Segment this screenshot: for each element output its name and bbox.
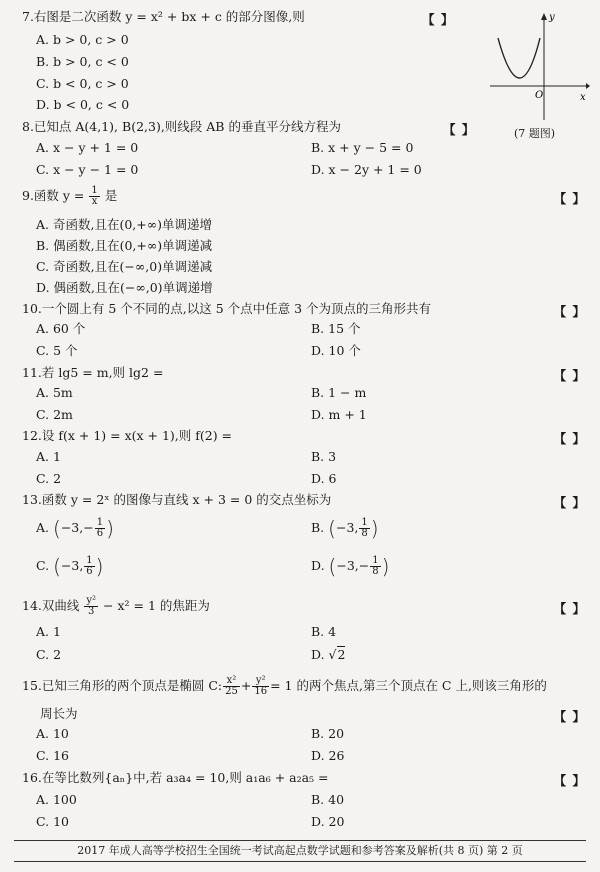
q9-stem [22, 186, 117, 207]
q11-option-d[interactable]: D. m + 1 [311, 407, 367, 422]
q9-option-c[interactable]: C. 奇函数,且在(−∞,0)单调递减 [36, 259, 213, 274]
q13-option-d[interactable]: D. (−3,− $\frac{1}{8}$ ) [311, 554, 390, 579]
q15-stem-line2: 周长为 [40, 706, 78, 721]
q7-option-c[interactable]: C. b < 0, c > 0 [36, 76, 129, 91]
q7-option-a[interactable]: A. b > 0, c > 0 [36, 32, 129, 47]
q14-option-c[interactable]: C. 2 [36, 647, 62, 662]
q13-answer-bracket[interactable]: 【 】 [553, 495, 586, 510]
q11-option-c[interactable]: C. 2m [36, 407, 73, 422]
q15-num-y: y² [252, 676, 269, 687]
parabola-curve [498, 38, 540, 78]
q16-option-c[interactable]: C. 10 [36, 814, 69, 829]
q13-b-coord: −3, [335, 520, 359, 535]
q15-stem-post: = 1 的两个焦点,第三个顶点在 C 上,则该三角形的 [270, 678, 547, 693]
q16-option-d[interactable]: D. 20 [311, 814, 345, 829]
q13-option-a[interactable]: A. (−3,− $\frac{1}{6}$ ) [36, 516, 114, 541]
q14-fraction [84, 596, 98, 617]
q16-answer-bracket[interactable]: 【 】 [553, 773, 586, 788]
q12-option-c[interactable]: C. 2 [36, 471, 62, 486]
q16-option-b[interactable]: B. 40 [311, 792, 345, 807]
q14-d-label: D. [311, 647, 325, 662]
q9-option-a[interactable]: A. 奇函数,且在(0,+∞)单调递增 [36, 217, 213, 232]
q10-option-b[interactable]: B. 15 个 [311, 321, 361, 336]
graph-y-label: y [549, 12, 555, 23]
q13-b-label: B. [311, 520, 325, 535]
q10-stem: 10.一个圆上有 5 个不同的点,以这 5 个点中任意 3 个为顶点的三角形共有 [22, 301, 432, 316]
q14-option-a[interactable]: A. 1 [36, 624, 61, 639]
q11-stem: 11.若 lg5 = m,则 lg2 = [22, 365, 164, 380]
q13-d-den: 8 [372, 566, 379, 577]
q10-option-a[interactable]: A. 60 个 [36, 321, 86, 336]
q8-option-a[interactable]: A. x − y + 1 = 0 [36, 140, 139, 155]
q8-option-d[interactable]: D. x − 2y + 1 = 0 [311, 162, 422, 177]
q8-option-b[interactable]: B. x + y − 5 = 0 [311, 140, 414, 155]
q10-option-c[interactable]: C. 5 个 [36, 343, 78, 358]
q7-option-d[interactable]: D. b < 0, c < 0 [36, 97, 130, 112]
graph-origin-label: O [535, 90, 544, 101]
q15-option-a[interactable]: A. 10 [36, 726, 69, 741]
q14-stem-pre: 14.双曲线 [22, 598, 80, 613]
q14-option-b[interactable]: B. 4 [311, 624, 337, 639]
q7-answer-bracket[interactable]: 【 】 [422, 12, 455, 27]
q9-numerator: 1 [91, 185, 98, 196]
q15-fraction-y [252, 676, 269, 697]
q15-stem [22, 676, 547, 697]
q10-option-d[interactable]: D. 10 个 [311, 343, 361, 358]
q13-c-coord: −3, [60, 558, 84, 573]
q13-b-den: 8 [361, 528, 368, 539]
q15-plus: + [240, 678, 252, 693]
q13-stem: 13.函数 y = 2ˣ 的图像与直线 x + 3 = 0 的交点坐标为 [22, 492, 332, 507]
q7-figure-caption: (7 题图) [514, 127, 556, 140]
q8-stem: 8.已知点 A(4,1), B(2,3),则线段 AB 的垂直平分线方程为 [22, 119, 341, 134]
q8-answer-bracket[interactable]: 【 】 [443, 122, 476, 137]
q15-option-c[interactable]: C. 16 [36, 748, 69, 763]
q9-option-d[interactable]: D. 偶函数,且在(−∞,0)单调递增 [36, 280, 213, 295]
q12-answer-bracket[interactable]: 【 】 [553, 431, 586, 446]
q13-d-coord: −3,− [336, 558, 370, 573]
q15-option-d[interactable]: D. 26 [311, 748, 345, 763]
q12-option-b[interactable]: B. 3 [311, 449, 337, 464]
q13-c-den: 6 [86, 566, 93, 577]
q9-stem-pre: 9.函数 y = [22, 188, 85, 203]
q7-parabola-graph [490, 8, 590, 123]
q11-answer-bracket[interactable]: 【 】 [553, 368, 586, 383]
q14-d-radicand: 2 [337, 647, 346, 662]
q14-numerator: y² [86, 595, 97, 606]
q14-stem-post: − x² = 1 的焦距为 [103, 598, 210, 613]
q9-stem-post: 是 [104, 188, 118, 203]
q15-den-x: 25 [225, 686, 238, 697]
q15-num-x: x² [223, 676, 240, 687]
q11-option-b[interactable]: B. 1 − m [311, 385, 367, 400]
graph-x-label: x [580, 92, 586, 103]
q14-answer-bracket[interactable]: 【 】 [553, 601, 586, 616]
q13-c-num: 1 [86, 555, 93, 566]
q11-option-a[interactable]: A. 5m [36, 385, 73, 400]
q9-option-b[interactable]: B. 偶函数,且在(0,+∞)单调递减 [36, 238, 213, 253]
q9-answer-bracket[interactable]: 【 】 [553, 191, 586, 206]
q9-denominator: x [91, 196, 98, 207]
q13-a-coord: −3,− [60, 520, 94, 535]
q12-option-d[interactable]: D. 6 [311, 471, 337, 486]
q12-option-a[interactable]: A. 1 [36, 449, 61, 464]
q16-option-a[interactable]: A. 100 [36, 792, 77, 807]
q14-option-d[interactable]: D. √2 [311, 647, 346, 662]
q7-stem: 7.右图是二次函数 y = x² + bx + c 的部分图像,则 [22, 9, 305, 24]
q15-stem-pre: 15.已知三角形的两个顶点是椭圆 C: [22, 678, 223, 693]
q15-fraction-x [223, 676, 240, 697]
q13-d-num: 1 [372, 555, 379, 566]
q13-a-num: 1 [96, 517, 104, 528]
q13-a-label: A. [36, 520, 50, 535]
q13-d-label: D. [311, 558, 325, 573]
page-footer: 2017 年成人高等学校招生全国统一考试高起点数学试题和参考答案及解析(共 8 页) 第 2 页 [14, 840, 586, 862]
q8-option-c[interactable]: C. x − y − 1 = 0 [36, 162, 139, 177]
q14-denominator: 3 [88, 606, 95, 617]
q14-stem [22, 596, 210, 617]
q16-stem: 16.在等比数列{aₙ}中,若 a₃a₄ = 10,则 a₁a₆ + a₂a₅ = [22, 770, 329, 785]
q13-a-den: 6 [96, 528, 104, 539]
q13-b-num: 1 [361, 517, 368, 528]
q15-den-y: 16 [254, 686, 268, 697]
q13-c-label: C. [36, 558, 50, 573]
q15-answer-bracket[interactable]: 【 】 [553, 709, 586, 724]
q9-fraction [89, 186, 99, 207]
q15-option-b[interactable]: B. 20 [311, 726, 345, 741]
q13-option-c[interactable]: C. (−3, $\frac{1}{6}$ ) [36, 554, 104, 579]
q7-option-b[interactable]: B. b > 0, c < 0 [36, 54, 129, 69]
q10-answer-bracket[interactable]: 【 】 [553, 304, 586, 319]
q13-option-b[interactable]: B. (−3, $\frac{1}{8}$ ) [311, 516, 379, 541]
q12-stem: 12.设 f(x + 1) = x(x + 1),则 f(2) = [22, 428, 233, 443]
